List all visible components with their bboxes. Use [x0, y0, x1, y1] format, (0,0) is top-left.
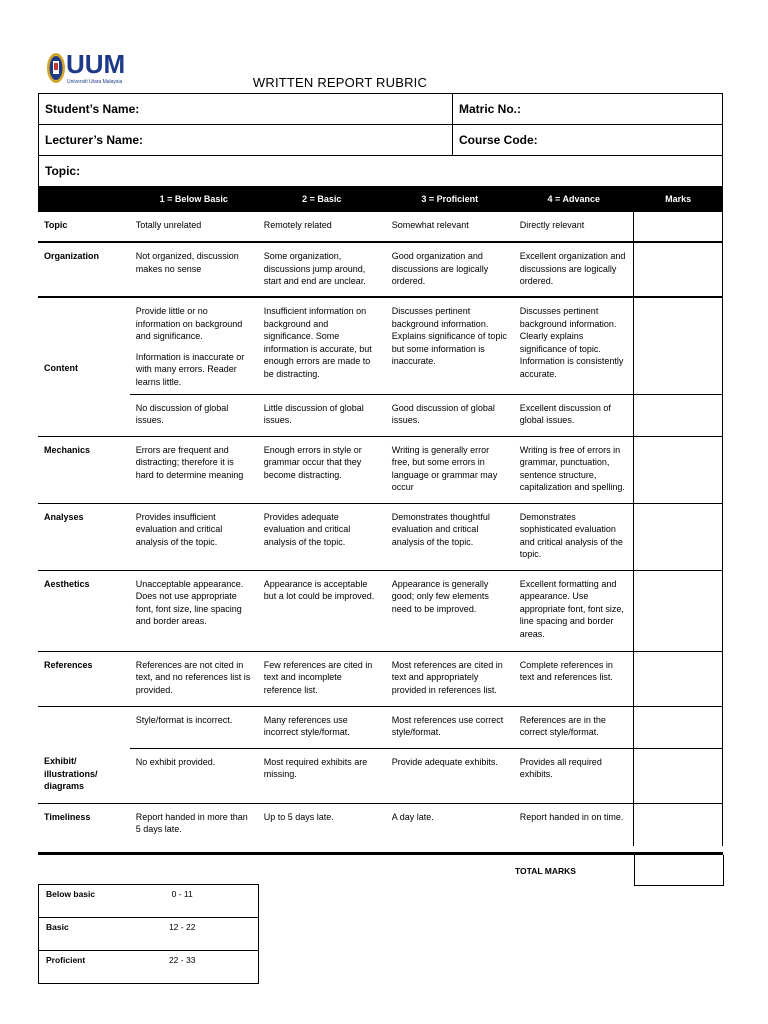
cell-advance: Excellent formatting and appearance. Use appropriate font, font size, line spacing and border areas.: [514, 570, 634, 651]
header-below-basic: 1 = Below Basic: [130, 187, 258, 212]
document-title: WRITTEN REPORT RUBRIC: [252, 75, 428, 90]
cell-below-basic: Style/format is incorrect.: [130, 706, 258, 748]
matric-no-field[interactable]: Matric No.:: [453, 94, 723, 125]
cell-below-basic: No discussion of global issues.: [130, 394, 258, 436]
university-seal-icon: [46, 52, 66, 84]
table-row: [39, 885, 259, 918]
logo-wordmark: UUM: [66, 49, 126, 79]
cell-proficient: Most references are cited in text and appropriately provided in references list.: [386, 651, 514, 706]
criterion-timeliness: Timeliness: [44, 811, 91, 822]
criterion-references: References: [38, 651, 130, 706]
cell-basic: Few references are cited in text and incomplete reference list.: [258, 651, 386, 706]
cell-basic: Most required exhibits are missing.: [258, 748, 386, 803]
marks-cell[interactable]: [634, 297, 723, 394]
cell-basic: Remotely related: [258, 212, 386, 242]
header-criteria: [38, 187, 130, 212]
marks-cell[interactable]: [634, 748, 723, 803]
student-info-table: [38, 93, 723, 187]
cell-text: Information is inaccurate or with many errors. Reader learns little.: [135, 351, 245, 387]
scale-range: 22 - 33: [139, 951, 258, 984]
scale-range: 12 - 22: [139, 918, 258, 951]
marks-cell[interactable]: [634, 503, 723, 570]
cell-advance: Report handed in on time.: [519, 811, 624, 822]
table-row: [38, 651, 723, 706]
scale-range: 0 - 11: [139, 885, 258, 918]
cell-basic: Enough errors in style or grammar occur that they become distracting.: [258, 436, 386, 503]
criterion-aesthetics: Aesthetics: [38, 570, 130, 651]
marks-cell[interactable]: [634, 394, 723, 436]
criterion-organization: Organization: [38, 242, 130, 297]
cell-advance: Discusses pertinent background information. Clearly explains significance of topic. Information is consistently accurate.: [514, 297, 634, 394]
cell-proficient: Appearance is generally good; only few elements need to be improved.: [386, 570, 514, 651]
header-advance: 4 = Advance: [514, 187, 634, 212]
marks-cell[interactable]: [634, 706, 723, 748]
criterion-content: Content: [38, 297, 130, 436]
cell-advance: References are in the correct style/format.: [514, 706, 634, 748]
criterion-exhibit: Exhibit/ illustrations/ diagrams: [38, 748, 130, 803]
rubric-table: [38, 187, 723, 846]
table-row: [38, 503, 723, 570]
cell-proficient: Somewhat relevant: [386, 212, 514, 242]
marks-cell[interactable]: [634, 212, 723, 242]
cell-basic: Some organization, discussions jump around, start and end are unclear.: [258, 242, 386, 297]
cell-proficient: Good organization and discussions are logically ordered.: [386, 242, 514, 297]
scale-level: Proficient: [39, 951, 140, 984]
table-row: [38, 570, 723, 651]
table-row: [38, 803, 723, 846]
marks-cell[interactable]: [634, 803, 723, 846]
cell-basic: Insufficient information on background and significance. Some information is accurate, but enough errors are made to be distracting.: [258, 297, 386, 394]
rubric-header-row: [38, 187, 723, 212]
logo-subtitle: Universiti Utara Malaysia: [67, 79, 123, 85]
table-row: [38, 436, 723, 503]
table-row: [39, 951, 259, 984]
cell-advance: Complete references in text and references list.: [514, 651, 634, 706]
cell-below-basic: Not organized, discussion makes no sense: [130, 242, 258, 297]
grading-scale-table: [38, 884, 259, 984]
cell-advance: Demonstrates sophisticated evaluation and critical analysis of the topic.: [514, 503, 634, 570]
cell-advance: Provides all required exhibits.: [514, 748, 634, 803]
cell-advance: Excellent organization and discussions are logically ordered.: [514, 242, 634, 297]
cell-below-basic: [130, 297, 258, 394]
table-row: [38, 706, 723, 748]
total-marks-field[interactable]: [634, 855, 724, 886]
scale-level: Basic: [39, 918, 140, 951]
marks-cell[interactable]: [634, 570, 723, 651]
uum-logo: [46, 50, 141, 86]
cell-below-basic: References are not cited in text, and no references list is provided.: [130, 651, 258, 706]
criterion-analyses: Analyses: [38, 503, 130, 570]
scale-level: Below basic: [39, 885, 140, 918]
header-basic: 2 = Basic: [258, 187, 386, 212]
header-proficient: 3 = Proficient: [386, 187, 514, 212]
cell-below-basic: Errors are frequent and distracting; therefore it is hard to determine meaning: [130, 436, 258, 503]
cell-basic: Many references use incorrect style/format.: [258, 706, 386, 748]
marks-cell[interactable]: [634, 242, 723, 297]
cell-proficient: Discusses pertinent background information. Explains significance of topic but some information is inaccurate.: [386, 297, 514, 394]
total-divider: [38, 852, 723, 855]
criterion-blank: [38, 706, 130, 748]
topic-field[interactable]: Topic:: [39, 156, 723, 187]
cell-basic: Provides adequate evaluation and critical analysis of the topic.: [258, 503, 386, 570]
cell-proficient: Most references use correct style/format.: [386, 706, 514, 748]
cell-proficient: Demonstrates thoughtful evaluation and critical analysis of the topic.: [386, 503, 514, 570]
cell-text: Provide little or no information on background and significance.: [135, 306, 243, 341]
cell-below-basic: Unacceptable appearance. Does not use appropriate font, font size, line spacing and border areas.: [130, 570, 258, 651]
cell-below-basic: Provides insufficient evaluation and critical analysis of the topic.: [130, 503, 258, 570]
cell-advance: Writing is free of errors in grammar, punctuation, sentence structure, capitalization and spelling.: [514, 436, 634, 503]
cell-below-basic: Totally unrelated: [130, 212, 258, 242]
marks-cell[interactable]: [634, 436, 723, 503]
cell-proficient: Provide adequate exhibits.: [386, 748, 514, 803]
cell-basic: Little discussion of global issues.: [258, 394, 386, 436]
cell-advance: Excellent discussion of global issues.: [514, 394, 634, 436]
cell-basic: Up to 5 days late.: [263, 811, 334, 822]
table-row: [38, 394, 723, 436]
student-name-field[interactable]: Student’s Name:: [39, 94, 453, 125]
table-row: [39, 918, 259, 951]
table-row: [38, 297, 723, 394]
cell-proficient: Good discussion of global issues.: [386, 394, 514, 436]
cell-below-basic: No exhibit provided.: [130, 748, 258, 803]
cell-below-basic: Report handed in more than 5 days late.: [135, 811, 248, 834]
cell-advance: Directly relevant: [514, 212, 634, 242]
criterion-mechanics: Mechanics: [38, 436, 130, 503]
table-row: [38, 212, 723, 242]
criterion-topic: Topic: [38, 212, 130, 242]
cell-basic: Appearance is acceptable but a lot could be improved.: [258, 570, 386, 651]
table-row: [38, 748, 723, 803]
lecturer-name-field[interactable]: Lecturer’s Name:: [39, 125, 453, 156]
total-marks-label: TOTAL MARKS: [515, 866, 576, 876]
cell-proficient: A day late.: [391, 811, 434, 822]
header-marks: Marks: [634, 187, 723, 212]
marks-cell[interactable]: [634, 651, 723, 706]
cell-proficient: Writing is generally error free, but some errors in language or grammar may occur: [386, 436, 514, 503]
table-row: [38, 242, 723, 297]
course-code-field[interactable]: Course Code:: [453, 125, 723, 156]
